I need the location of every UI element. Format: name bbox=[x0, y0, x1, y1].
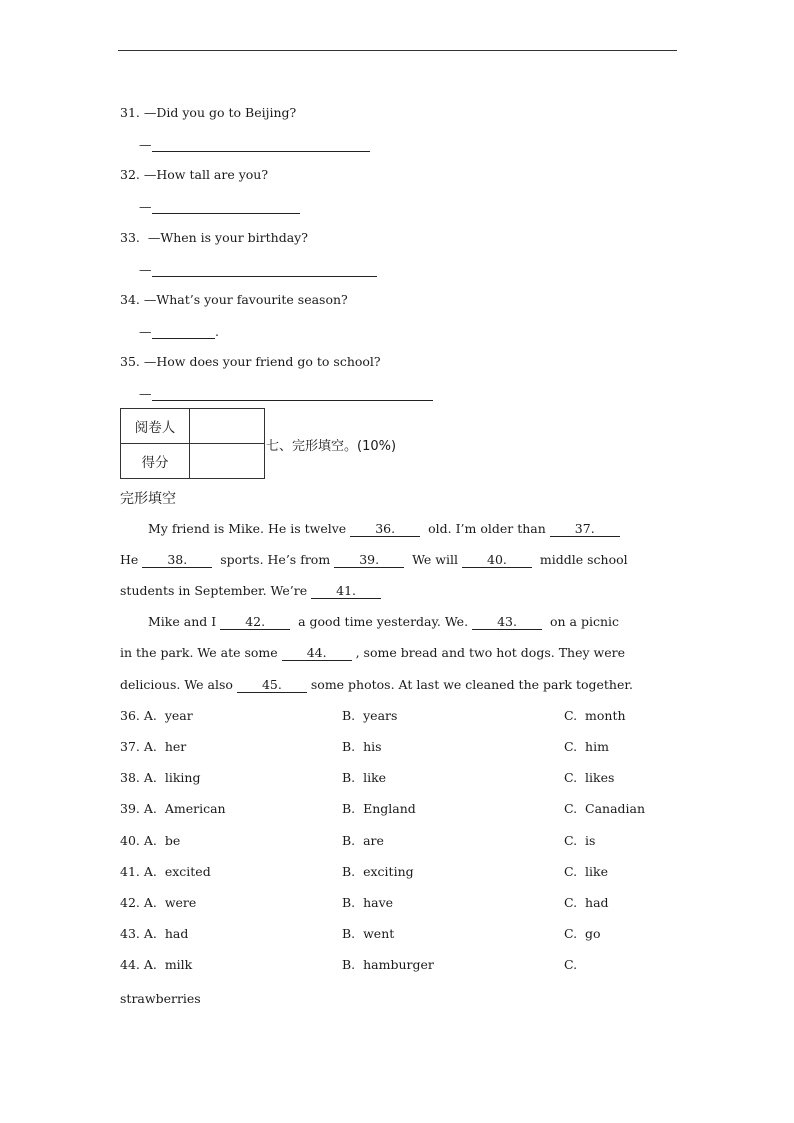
question-number: 32. bbox=[120, 167, 140, 182]
option-a[interactable]: A. year bbox=[143, 708, 193, 723]
question-number: 35. bbox=[120, 354, 140, 369]
option-a[interactable]: A. were bbox=[143, 895, 197, 910]
option-row-39 bbox=[120, 801, 226, 816]
passage-text: He bbox=[120, 552, 143, 567]
passage-text: Mike and I bbox=[148, 614, 221, 629]
option-row-42 bbox=[120, 895, 196, 910]
reviewer-cell[interactable] bbox=[190, 409, 265, 444]
blank-41[interactable]: 41. bbox=[311, 583, 381, 599]
question-prompt: —How does your friend go to school? bbox=[143, 354, 381, 369]
answer-blank-31[interactable] bbox=[152, 151, 370, 152]
option-row-44 bbox=[120, 957, 192, 972]
option-c[interactable]: C. go bbox=[564, 926, 601, 941]
option-c[interactable]: C. Canadian bbox=[564, 801, 646, 816]
option-a[interactable]: A. her bbox=[143, 739, 187, 754]
option-row-40 bbox=[120, 833, 180, 848]
option-a[interactable]: A. American bbox=[143, 801, 226, 816]
passage-text: students in September. We’re bbox=[120, 583, 312, 598]
question-32 bbox=[120, 167, 268, 183]
question-prompt: —When is your birthday? bbox=[143, 230, 308, 245]
option-row-37 bbox=[120, 739, 186, 754]
option-number: 36. bbox=[120, 708, 140, 723]
blank-37[interactable]: 37. bbox=[550, 521, 620, 537]
option-c[interactable]: C. him bbox=[564, 739, 609, 754]
question-33 bbox=[120, 230, 308, 246]
option-number: 39. bbox=[120, 801, 140, 816]
score-label: 得分 bbox=[121, 444, 190, 479]
passage-text: in the park. We ate some bbox=[120, 645, 282, 660]
option-c[interactable]: C. like bbox=[564, 864, 609, 879]
option-row-38 bbox=[120, 770, 200, 785]
option-a[interactable]: A. liking bbox=[143, 770, 201, 785]
option-b[interactable]: B. exciting bbox=[342, 864, 414, 879]
question-prompt: —Did you go to Beijing? bbox=[143, 105, 297, 120]
option-number: 38. bbox=[120, 770, 140, 785]
option-b[interactable]: B. his bbox=[342, 739, 382, 754]
passage-text: sports. He’s from bbox=[212, 552, 335, 567]
option-number: 37. bbox=[120, 739, 140, 754]
option-b[interactable]: B. England bbox=[342, 801, 416, 816]
answer-blank-32[interactable] bbox=[152, 213, 300, 214]
passage-text: My friend is Mike. He is twelve bbox=[148, 521, 351, 536]
blank-40[interactable]: 40. bbox=[462, 552, 532, 568]
question-number: 34. bbox=[120, 292, 140, 307]
option-c[interactable]: C. had bbox=[564, 895, 609, 910]
passage-line-4 bbox=[148, 614, 619, 630]
passage-text: , some bread and two hot dogs. They were bbox=[351, 645, 625, 660]
passage-text: old. I’m older than bbox=[420, 521, 550, 536]
score-cell[interactable] bbox=[190, 444, 265, 479]
passage-line-5 bbox=[120, 645, 625, 661]
option-number: 44. bbox=[120, 957, 140, 972]
passage-text: We will bbox=[404, 552, 462, 567]
answer-blank-33[interactable] bbox=[152, 276, 377, 277]
header-rule bbox=[118, 50, 677, 51]
passage-line-1 bbox=[148, 521, 620, 537]
passage-line-3 bbox=[120, 583, 381, 599]
answer-dash: — bbox=[139, 199, 152, 214]
option-b[interactable]: B. hamburger bbox=[342, 957, 434, 972]
option-row-43 bbox=[120, 926, 188, 941]
option-c[interactable]: C. month bbox=[564, 708, 626, 723]
passage-text: a good time yesterday. We. bbox=[290, 614, 473, 629]
option-c[interactable]: C. likes bbox=[564, 770, 615, 785]
blank-43[interactable]: 43. bbox=[472, 614, 542, 630]
blank-38[interactable]: 38. bbox=[142, 552, 212, 568]
question-prompt: —How tall are you? bbox=[143, 167, 269, 182]
option-c-overflow[interactable]: strawberries bbox=[120, 991, 201, 1006]
option-a[interactable]: A. milk bbox=[143, 957, 193, 972]
section-title: 七、完形填空。(10%) bbox=[266, 439, 397, 454]
passage-text: middle school bbox=[531, 552, 628, 567]
score-table bbox=[120, 408, 265, 479]
option-a[interactable]: A. excited bbox=[143, 864, 211, 879]
option-number: 40. bbox=[120, 833, 140, 848]
passage-text: on a picnic bbox=[542, 614, 620, 629]
passage-line-6 bbox=[120, 677, 633, 693]
blank-44[interactable]: 44. bbox=[282, 645, 352, 661]
blank-42[interactable]: 42. bbox=[220, 614, 290, 630]
option-b[interactable]: B. years bbox=[342, 708, 398, 723]
reviewer-label: 阅卷人 bbox=[121, 409, 190, 444]
question-number: 33. bbox=[120, 230, 140, 245]
question-31 bbox=[120, 105, 296, 121]
question-number: 31. bbox=[120, 105, 140, 120]
question-prompt: —What’s your favourite season? bbox=[143, 292, 348, 307]
question-35 bbox=[120, 354, 381, 370]
option-b[interactable]: B. like bbox=[342, 770, 387, 785]
option-number: 41. bbox=[120, 864, 140, 879]
answer-dash: — bbox=[139, 386, 152, 401]
passage-line-2 bbox=[120, 552, 628, 568]
question-34 bbox=[120, 292, 348, 308]
answer-blank-35[interactable] bbox=[152, 400, 433, 401]
passage-text: some photos. At last we cleaned the park together. bbox=[306, 677, 633, 692]
option-number: 43. bbox=[120, 926, 140, 941]
blank-39[interactable]: 39. bbox=[334, 552, 404, 568]
option-c[interactable]: C. is bbox=[564, 833, 596, 848]
answer-dash: — bbox=[139, 324, 152, 339]
blank-36[interactable]: 36. bbox=[350, 521, 420, 537]
option-a[interactable]: A. had bbox=[143, 926, 189, 941]
answer-dash: — bbox=[139, 262, 152, 277]
option-a[interactable]: A. be bbox=[143, 833, 181, 848]
option-row-36 bbox=[120, 708, 193, 723]
option-b[interactable]: B. went bbox=[342, 926, 395, 941]
blank-45[interactable]: 45. bbox=[237, 677, 307, 693]
option-c[interactable]: C. bbox=[564, 957, 578, 972]
passage-text: delicious. We also bbox=[120, 677, 237, 692]
section-subtitle: 完形填空 bbox=[120, 491, 176, 507]
option-row-41 bbox=[120, 864, 211, 879]
option-b[interactable]: B. have bbox=[342, 895, 394, 910]
option-number: 42. bbox=[120, 895, 140, 910]
answer-period: . bbox=[215, 324, 219, 339]
option-b[interactable]: B. are bbox=[342, 833, 384, 848]
answer-dash: — bbox=[139, 137, 152, 152]
answer-blank-34[interactable] bbox=[152, 338, 215, 339]
